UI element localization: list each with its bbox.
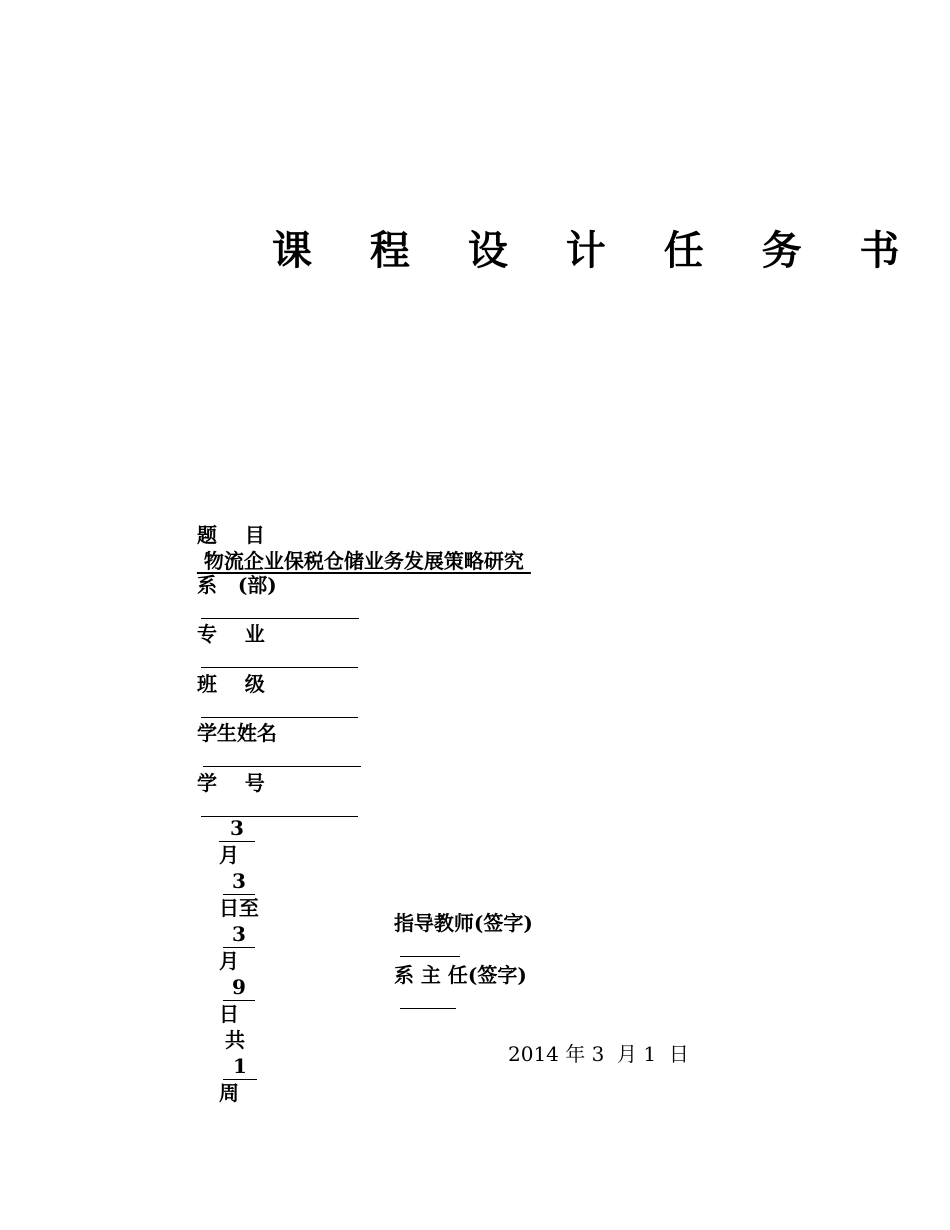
document-date: 2014 年 3 月 1 日 xyxy=(508,1042,689,1066)
weeks-count: 1 xyxy=(223,1053,257,1080)
end-month: 3 xyxy=(223,921,255,948)
end-day: 9 xyxy=(223,974,255,1001)
major-label: 专 业 xyxy=(196,622,265,646)
department-label: 系 (部) xyxy=(196,573,277,597)
topic-value: 物流企业保税仓储业务发展策略研究 xyxy=(196,549,531,573)
document-title: 课 程 设 计 任 务 书 xyxy=(272,228,922,274)
week-word: 周 xyxy=(218,1081,239,1105)
start-day: 3 xyxy=(223,868,255,895)
class-label: 班 级 xyxy=(196,672,265,696)
day-word: 日 xyxy=(218,1002,239,1026)
dept-head-signature-row xyxy=(380,936,527,1015)
advisor-signature-label: 指导教师(签字) xyxy=(393,911,533,935)
total-word: 共 xyxy=(224,1028,245,1052)
start-month: 3 xyxy=(219,815,255,842)
day-to-word: 日至 xyxy=(218,896,259,920)
student-id-label: 学 号 xyxy=(196,771,265,795)
topic-label: 题 目 xyxy=(196,523,265,547)
month-word: 月 xyxy=(218,843,239,867)
period-row xyxy=(205,789,259,1106)
dept-head-signature-blank[interactable] xyxy=(400,988,456,1009)
dept-head-signature-label: 系 主 任(签字) xyxy=(393,963,527,987)
student-name-label: 学生姓名 xyxy=(196,721,277,745)
month-word-2: 月 xyxy=(218,949,239,973)
